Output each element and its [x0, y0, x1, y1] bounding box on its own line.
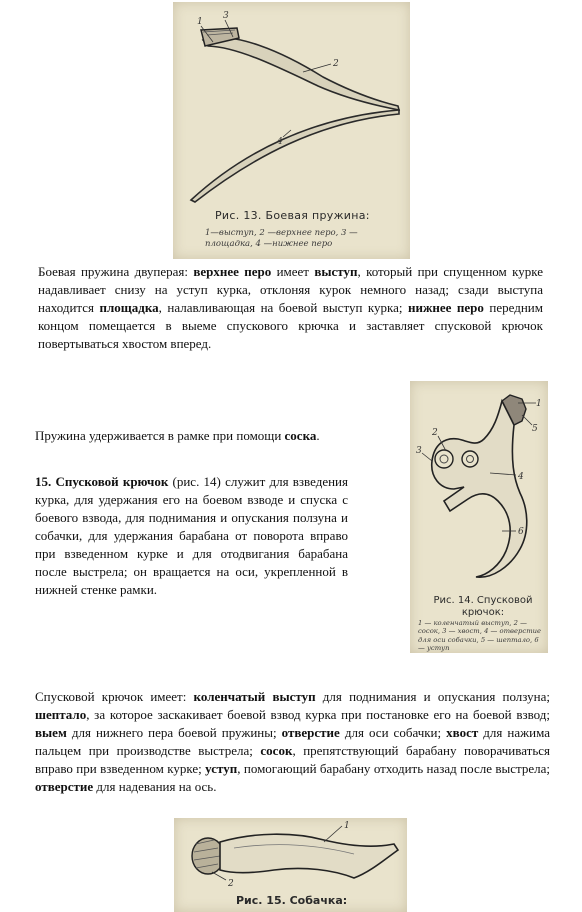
callout-1: 1: [536, 399, 542, 409]
text-run: , помогающий барабану отходить назад после выстрела;: [237, 761, 551, 776]
callout-1: 1: [197, 17, 203, 27]
figure-13-caption: Рис. 13. Боевая пружина:: [215, 209, 370, 222]
text-run: Спусковой крючок имеет:: [35, 689, 194, 704]
term-lower-leaf: нижнее перо: [408, 300, 484, 315]
paragraph-trigger-parts: [35, 688, 550, 796]
text-run: передним концом помещается в выеме спускового крючка и заставляет спусковой крючок повертываться хвостом вперед.: [38, 300, 543, 351]
figure-14-caption: Рис. 14. Спусковой крючок:: [433, 595, 533, 618]
paragraph-trigger: [35, 473, 348, 599]
term-lug: выступ: [314, 264, 358, 279]
text-run: , который при спущенном курке надавливает снизу на уступ курка, отклоняя курок немного назад; сзади выступа находится: [38, 264, 543, 315]
term-stud: соска: [284, 428, 317, 443]
term-hole: отверстие: [281, 725, 340, 740]
text-run: для нижнего пера боевой пружины;: [66, 725, 282, 740]
term-tail: хвост: [446, 725, 479, 740]
section-heading-trigger: 15. Спусковой крючок: [35, 474, 169, 489]
term-platform: площадка: [99, 300, 159, 315]
pawl-drawing: [174, 818, 407, 896]
figure-13-mainspring: [173, 2, 410, 259]
text-run: Пружина удерживается в рамке при помощи: [35, 428, 285, 443]
callout-4: 4: [277, 137, 283, 147]
paragraph-mainspring: [38, 263, 543, 353]
term-knee-lug: коленчатый выступ: [193, 689, 316, 704]
text-run: , за которое заскакивает боевой взвод курка при постановке его на боевой взвод;: [86, 707, 550, 722]
term-recess: выем: [35, 725, 67, 740]
term-axis-hole: отверстие: [35, 779, 94, 794]
text-run: (рис. 14) служит для взведения курка, для удержания его на боевом взводе и спуска с боевого взвода, для поднимания и опускания ползуна и собачки, для удержания барабана от поворота вправо при взведенном курке и для отодвигания барабана после выстрела; он вращается на оси, укрепленной в нижней стенке рамки.: [35, 474, 348, 597]
callout-3: 3: [223, 11, 229, 21]
callout-2: 2: [432, 428, 438, 438]
text-run: , препятствующий барабану поворачиваться вправо при взведенном курке;: [35, 743, 550, 776]
callout-2: 2: [333, 59, 339, 69]
text-run: для надевания на ось.: [93, 779, 217, 794]
figure-15-pawl: [174, 818, 407, 912]
trigger-drawing: [410, 381, 548, 596]
term-stud: сосок: [260, 743, 293, 758]
term-upper-leaf: верхнее перо: [193, 264, 272, 279]
text-run: Боевая пружина двуперая:: [38, 264, 194, 279]
callout-4: 4: [518, 472, 524, 482]
figure-13-legend: 1—выступ, 2 —верхнее перо, 3 —площадка, 4 —нижнее перо: [205, 228, 358, 249]
callout-1: 1: [344, 821, 350, 831]
term-shoulder: уступ: [205, 761, 238, 776]
callout-6: 6: [518, 527, 524, 537]
text-run: для оси собачки;: [339, 725, 447, 740]
text-run: имеет: [271, 264, 315, 279]
figure-14-trigger: [410, 381, 548, 653]
figure-15-caption: Рис. 15. Собачка:: [236, 894, 348, 907]
figure-14-legend: 1 — коленчатый выступ, 2 — сосок, 3 — хвост, 4 — отверстие для оси собачки, 5 — шептало, 6 — уступ: [418, 619, 542, 652]
term-sear: шептало: [35, 707, 87, 722]
text-run: , налавливающая на боевой выступ курка;: [158, 300, 408, 315]
text-run: для нажима пальцем при производстве выстрела;: [35, 725, 550, 758]
paragraph-spring-retention: [35, 427, 348, 445]
callout-3: 3: [416, 446, 422, 456]
callout-5: 5: [532, 424, 538, 434]
text-run: .: [316, 428, 320, 443]
callout-2: 2: [228, 879, 234, 889]
text-run: для поднимания и опускания ползуна;: [315, 689, 550, 704]
